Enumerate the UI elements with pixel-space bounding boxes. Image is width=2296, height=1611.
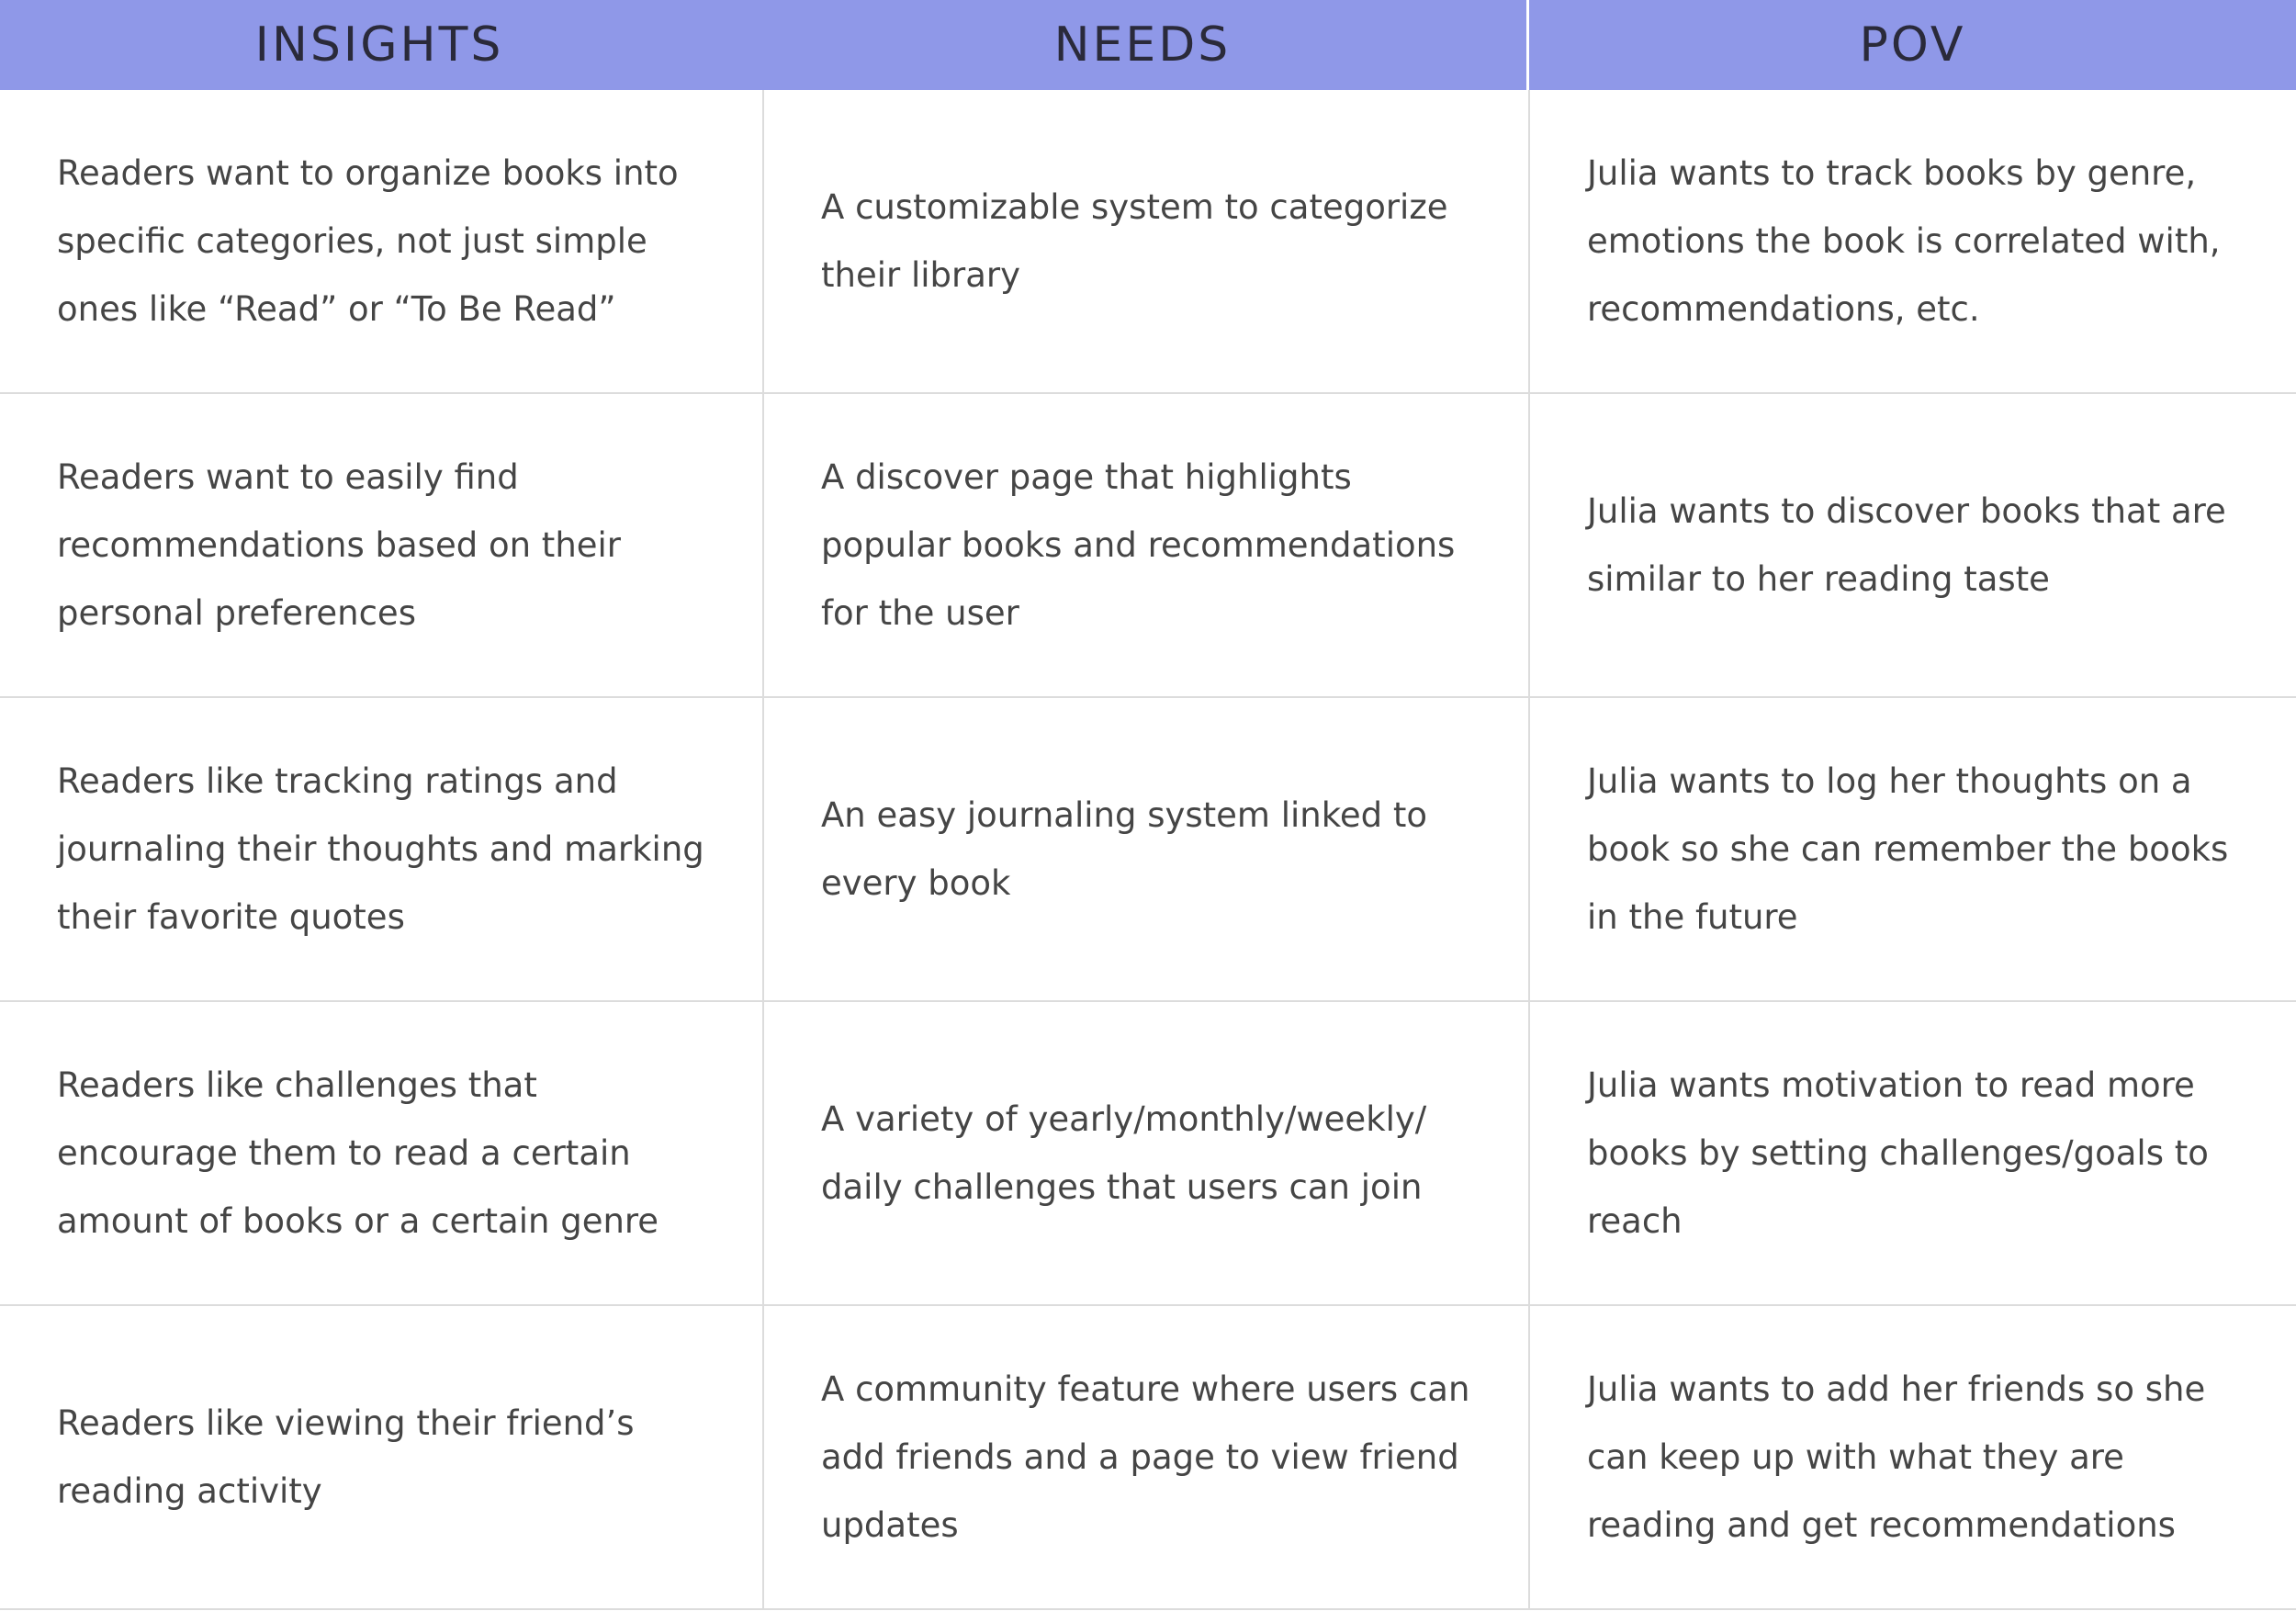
pov-cell: [1530, 1306, 2296, 1608]
pov-text: Julia wants motivation to read more books by setting challenges/goals to reach: [1587, 1065, 2209, 1241]
table-header-row: [0, 0, 2296, 90]
need-text: A community feature where users can add friends and a page to view friend updates: [821, 1369, 1470, 1545]
need-text: A variety of yearly/monthly/weekly/ daily challenges that users can join: [821, 1098, 1427, 1207]
pov-text: Julia wants to add her friends so she can keep up with what they are reading and get recommendations: [1587, 1369, 2206, 1545]
pov-text: Julia wants to track books by genre, emotions the book is correlated with, recommendations, etc.: [1587, 152, 2221, 329]
insight-cell: [0, 698, 764, 1000]
insight-cell: [0, 394, 764, 696]
table-row: [0, 1306, 2296, 1610]
insight-text: Readers like challenges that encourage them to read a certain amount of books or a certain genre: [57, 1065, 659, 1241]
insight-text: Readers like viewing their friend’s reading activity: [57, 1403, 635, 1511]
need-cell: [764, 1002, 1530, 1304]
pov-cell: [1530, 698, 2296, 1000]
insight-cell: [0, 1002, 764, 1304]
need-cell: [764, 1306, 1530, 1608]
pov-text: Julia wants to discover books that are similar to her reading taste: [1587, 490, 2226, 599]
insight-text: Readers want to organize books into specific categories, not just simple ones like “Read” or “To Be Read”: [57, 152, 679, 329]
table-row: [0, 698, 2296, 1002]
insight-cell: [0, 90, 764, 392]
insight-text: Readers want to easily find recommendations based on their personal preferences: [57, 456, 622, 633]
pov-cell: [1530, 1002, 2296, 1304]
header-insights: INSIGHTS: [0, 0, 759, 90]
need-cell: [764, 394, 1530, 696]
pov-cell: [1530, 90, 2296, 392]
need-text: A discover page that highlights popular books and recommendations for the user: [821, 456, 1456, 633]
need-text: A customizable system to categorize their library: [821, 186, 1448, 295]
table-row: [0, 90, 2296, 394]
insight-text: Readers like tracking ratings and journaling their thoughts and marking their favorite quotes: [57, 760, 704, 937]
pov-text: Julia wants to log her thoughts on a book so she can remember the books in the future: [1587, 760, 2229, 937]
table-row: [0, 1002, 2296, 1306]
header-pov: POV: [1526, 0, 2296, 90]
pov-cell: [1530, 394, 2296, 696]
need-cell: [764, 90, 1530, 392]
need-text: An easy journaling system linked to every book: [821, 794, 1428, 903]
table-body: [0, 90, 2296, 1611]
table-row: [0, 394, 2296, 698]
need-cell: [764, 698, 1530, 1000]
header-needs: NEEDS: [759, 0, 1526, 90]
insight-cell: [0, 1306, 764, 1608]
